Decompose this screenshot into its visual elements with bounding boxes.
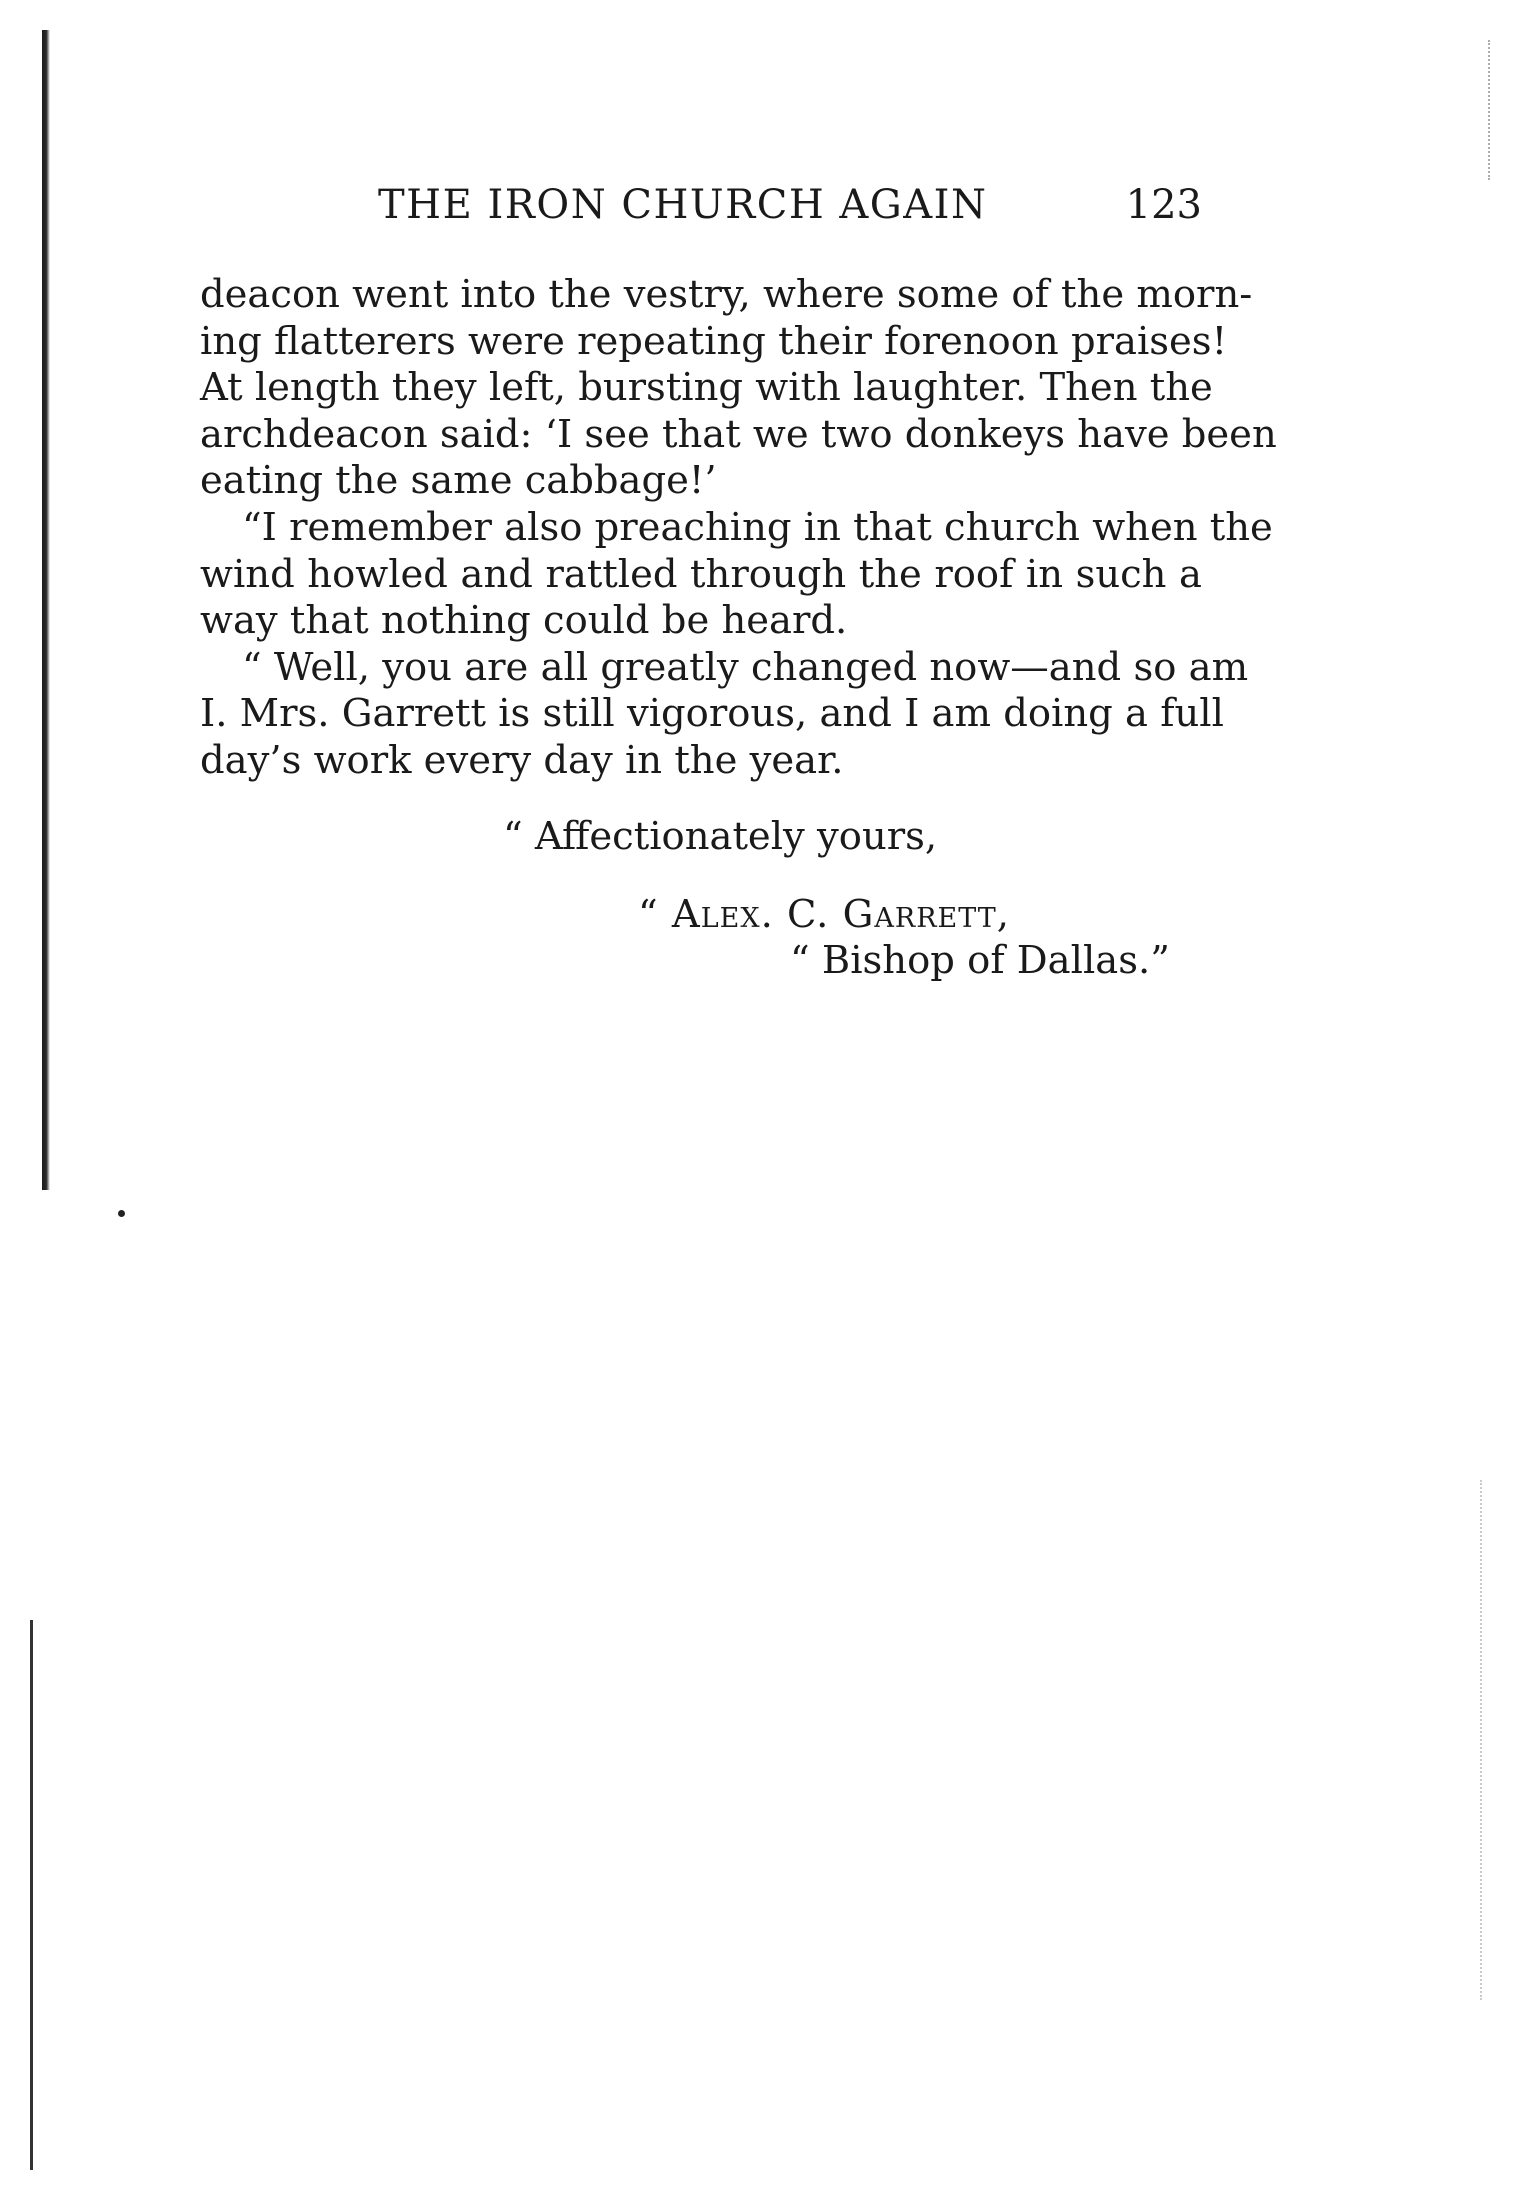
- binding-edge-shadow-lower: [30, 1620, 33, 2170]
- letter-signature: [638, 892, 1010, 937]
- binding-edge-shadow: [42, 30, 50, 1190]
- text-line: “ Well, you are all greatly changed now—and so am: [242, 644, 1249, 690]
- page-number: 123: [1125, 182, 1202, 228]
- text-line: deacon went into the vestry, where some of the morn-: [200, 272, 1253, 317]
- body-text: [200, 272, 1277, 785]
- letter-closing: “ Affectionately yours,: [503, 814, 938, 859]
- text-line: “I remember also preaching in that church when the: [242, 504, 1273, 550]
- stray-ink-dot: [118, 1210, 125, 1217]
- text-line: archdeacon said: ‘I see that we two donkeys have been: [200, 411, 1277, 457]
- signature-name: “ Alex. C. Garrett,: [638, 892, 1010, 937]
- running-title: THE IRON CHURCH AGAIN: [378, 182, 988, 228]
- text-line: wind howled and rattled through the roof in such a: [200, 551, 1202, 597]
- text-line: eating the same cabbage!’: [200, 458, 717, 504]
- scan-specks-lower: [1478, 1480, 1482, 2000]
- text-line: day’s work every day in the year.: [200, 737, 844, 783]
- text-line: I. Mrs. Garrett is still vigorous, and I am doing a full: [200, 691, 1224, 737]
- running-head: [200, 182, 1202, 238]
- signature-title: “ Bishop of Dallas.”: [790, 938, 1170, 983]
- text-line: ing flatterers were repeating their forenoon praises!: [200, 318, 1228, 364]
- scan-specks: [1485, 40, 1490, 180]
- text-line: way that nothing could be heard.: [200, 598, 848, 644]
- text-line: At length they left, bursting with laughter. Then the: [200, 365, 1213, 411]
